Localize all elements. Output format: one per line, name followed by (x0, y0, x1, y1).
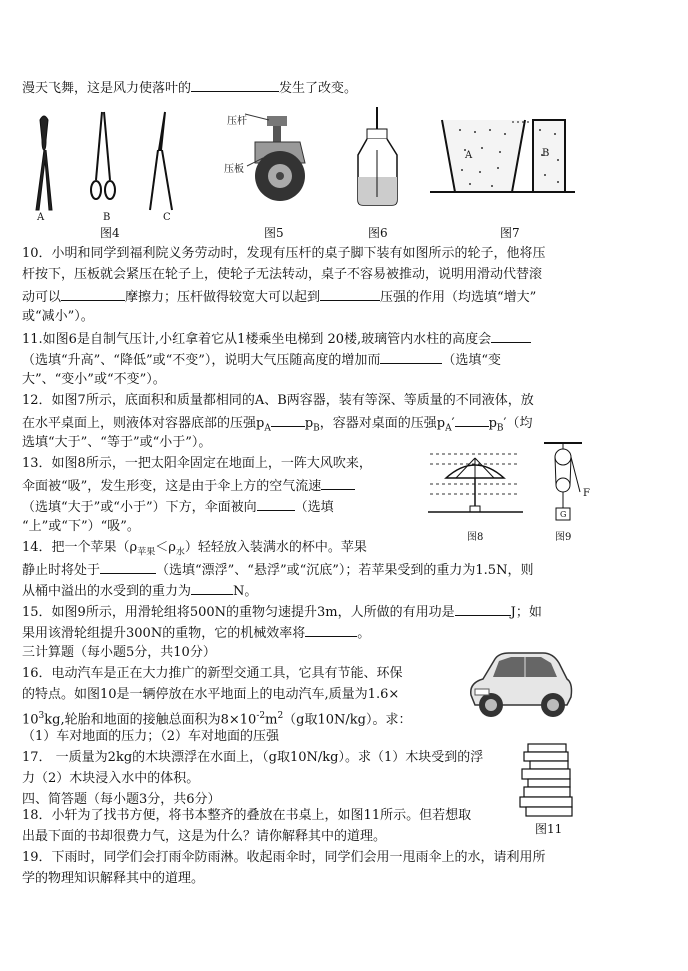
scissors-b-icon (91, 112, 115, 199)
q15-text: 。 (357, 626, 371, 641)
fig11-book-stack (518, 740, 578, 818)
q13-line-3 (22, 496, 334, 518)
q16-text: m (265, 712, 278, 728)
q15-text: J；如 (510, 605, 542, 620)
q15-text: 15．如图9所示，用滑轮组将500N的重物匀速提升3m，人所做的有用功是 (22, 605, 455, 620)
q10-line-2: 杆按下，压板就会紧压在轮子上，使轮子无法转动，桌子不容易被推动，说明用滑动代替滚 (22, 267, 543, 282)
q12-text: p (304, 416, 314, 431)
q15-line-2 (22, 622, 370, 644)
fig5-part-lever: 压杆 (227, 116, 247, 127)
answer-blank (100, 559, 156, 574)
subscript: A (445, 423, 452, 434)
fig7-caption: 图7 (500, 226, 520, 240)
answer-blank (305, 622, 357, 637)
q14-text: ）轻轻放入装满水的杯中。苹果 (184, 540, 367, 555)
q11-text: 11.如图6是自制气压计,小红拿着它从1楼乘坐电梯到 20楼,玻璃管内水柱的高度会 (22, 332, 492, 347)
q13-text: 伞面被“吸”，发生形变，这是由于伞上方的空气流速 (22, 479, 322, 494)
subscript: B (313, 423, 320, 434)
q14-text: N。 (233, 584, 258, 599)
q18-line-1: 18．小轩为了找书方便，将书本整齐的叠放在书桌上，如图11所示。但若想取 (22, 808, 472, 823)
q12-text: ，容器对桌面的压强p (319, 416, 446, 431)
q13-text: （选填 (294, 500, 334, 515)
subscript: 水 (175, 547, 185, 558)
q14-line-3 (22, 580, 257, 602)
pliers-a-icon (36, 116, 52, 210)
q10-text: 动可以 (22, 290, 62, 305)
fig4-tools-illustration (30, 110, 190, 225)
superscript: 2 (277, 711, 284, 721)
q14-text: （选填“漂浮”、“悬浮”或“沉底”）；若苹果受到的重力为1.5N，则 (156, 563, 534, 578)
q17-line-2: 力（2）木块浸入水中的体积。 (22, 771, 200, 786)
fig6-barometer-bottle (350, 105, 405, 210)
q16-line-1: 16．电动汽车是正在大力推广的新型交通工具，它具有节能、环保 (22, 666, 403, 681)
fig7-label-b: B (542, 148, 550, 159)
q16-text: 10 (22, 712, 39, 728)
q19-line-1: 19．下雨时，同学们会打雨伞防雨淋。收起雨伞时，同学们会用一甩雨伞上的水，请利用所 (22, 850, 546, 865)
q14-text: 14．把一个苹果（ρ (22, 540, 138, 555)
q16-text: kg,轮胎和地面的接触总面积为8×10 (44, 712, 257, 728)
section-3-heading: 三计算题（每小题5分，共10分） (22, 645, 216, 660)
fig4-label-b: B (103, 212, 111, 223)
q13-line-2 (22, 475, 355, 497)
q13-text: （选填“大于”或“小于”）下方，伞面被向 (22, 500, 257, 515)
q10-text: 摩擦力；压杆做得较宽大可以起到 (125, 290, 321, 305)
intro-line (22, 77, 357, 99)
section-4-heading: 四、简答题（每小题3分，共6分） (22, 792, 221, 807)
subscript: A (264, 423, 271, 434)
fig4-caption: 图4 (100, 226, 120, 240)
q11-line-3: 大”、“变小”或“不变”）。 (22, 372, 166, 387)
fig6-caption: 图6 (368, 226, 388, 240)
q12-line-3: 选填“大于”、“等于”或“小于”）。 (22, 435, 212, 450)
q10-line-3 (22, 286, 536, 308)
answer-blank (271, 412, 305, 427)
fig8-caption: 图8 (467, 532, 484, 543)
q18-line-2: 出最下面的书却很费力气，这是为什么？请你解释其中的道理。 (22, 829, 387, 844)
q12-text: ′ (451, 416, 455, 431)
q10-line-1: 10．小明和同学到福利院义务劳动时，发现有压杆的桌子脚下装有如图所示的轮子，他将压 (22, 246, 546, 261)
fig11-caption: 图11 (535, 822, 563, 836)
shears-c-icon (150, 112, 172, 210)
q17-line-1: 17． 一质量为2kg的木块漂浮在水面上，（g取10N/kg）。求（1）木块受到的浮 (22, 750, 484, 765)
q19-line-2: 学的物理知识解释其中的道理。 (22, 871, 205, 886)
q10-line-4: 或“减小”）。 (22, 309, 94, 324)
answer-blank (257, 496, 295, 511)
q14-line-2 (22, 559, 533, 581)
q15-text: 果用该滑轮组提升300N的重物，它的机械效率将 (22, 626, 306, 641)
answer-blank (191, 77, 279, 92)
q10-text: 压强的作用（均选填“增大” (380, 290, 537, 305)
intro-text: 漫天飞舞，这是风力使落叶的 (22, 81, 192, 96)
intro-text-end: 发生了改变。 (279, 81, 358, 96)
q16-line-4: （1）车对地面的压力；（2）车对地面的压强 (22, 729, 280, 744)
q12-text: 在水平桌面上，则液体对容器底部的压强p (22, 416, 265, 431)
q11-line-1 (22, 328, 531, 350)
fig5-part-plate: 压板 (224, 164, 244, 175)
fig8-umbrella (428, 448, 523, 518)
subscript: 苹果 (137, 547, 156, 558)
q12-text: ′（均 (503, 416, 533, 431)
q14-text: ＜ρ (155, 540, 176, 555)
q12-text: p (488, 416, 497, 431)
answer-blank (380, 349, 442, 364)
answer-blank (320, 286, 380, 301)
fig9-force-label: F (583, 488, 590, 499)
fig10-electric-car (463, 645, 575, 723)
q16-text: （g取10N/kg）。求： (283, 712, 412, 728)
answer-blank (455, 412, 489, 427)
superscript: -2 (256, 711, 266, 721)
fig7-label-a: A (465, 150, 473, 161)
q14-text: 从桶中溢出的水受到的重力为 (22, 584, 192, 599)
answer-blank (191, 580, 233, 595)
q14-text: 静止时将处于 (22, 563, 101, 578)
q15-line-1 (22, 601, 542, 623)
subscript: B (496, 423, 504, 434)
q11-line-2 (22, 349, 501, 371)
answer-blank (61, 286, 125, 301)
q13-line-4: “上”或“下”）“吸”。 (22, 519, 140, 534)
q12-line-1: 12．如图7所示，底面积和质量都相同的A、B两容器，装有等深、等质量的不同液体，放 (22, 393, 534, 408)
q16-line-2: 的特点。如图10是一辆停放在水平地面上的电动汽车,质量为1.6× (22, 687, 400, 702)
fig4-label-c: C (163, 212, 171, 223)
superscript: 3 (38, 711, 45, 721)
q11-text: （选填“升高”、“降低”或“不变”），说明大气压随高度的增加而 (22, 353, 381, 368)
fig5-caption: 图5 (264, 226, 284, 240)
fig7-containers (430, 110, 575, 200)
fig4-label-a: A (37, 212, 45, 223)
q11-text: （选填“变 (442, 353, 502, 368)
answer-blank (491, 328, 531, 343)
fig9-caption: 图9 (555, 532, 572, 543)
fig9-weight-label: G (560, 510, 567, 519)
answer-blank (321, 475, 355, 490)
q13-line-1: 13．如图8所示，一把太阳伞固定在地面上，一阵大风吹来， (22, 456, 372, 471)
answer-blank (455, 601, 511, 616)
